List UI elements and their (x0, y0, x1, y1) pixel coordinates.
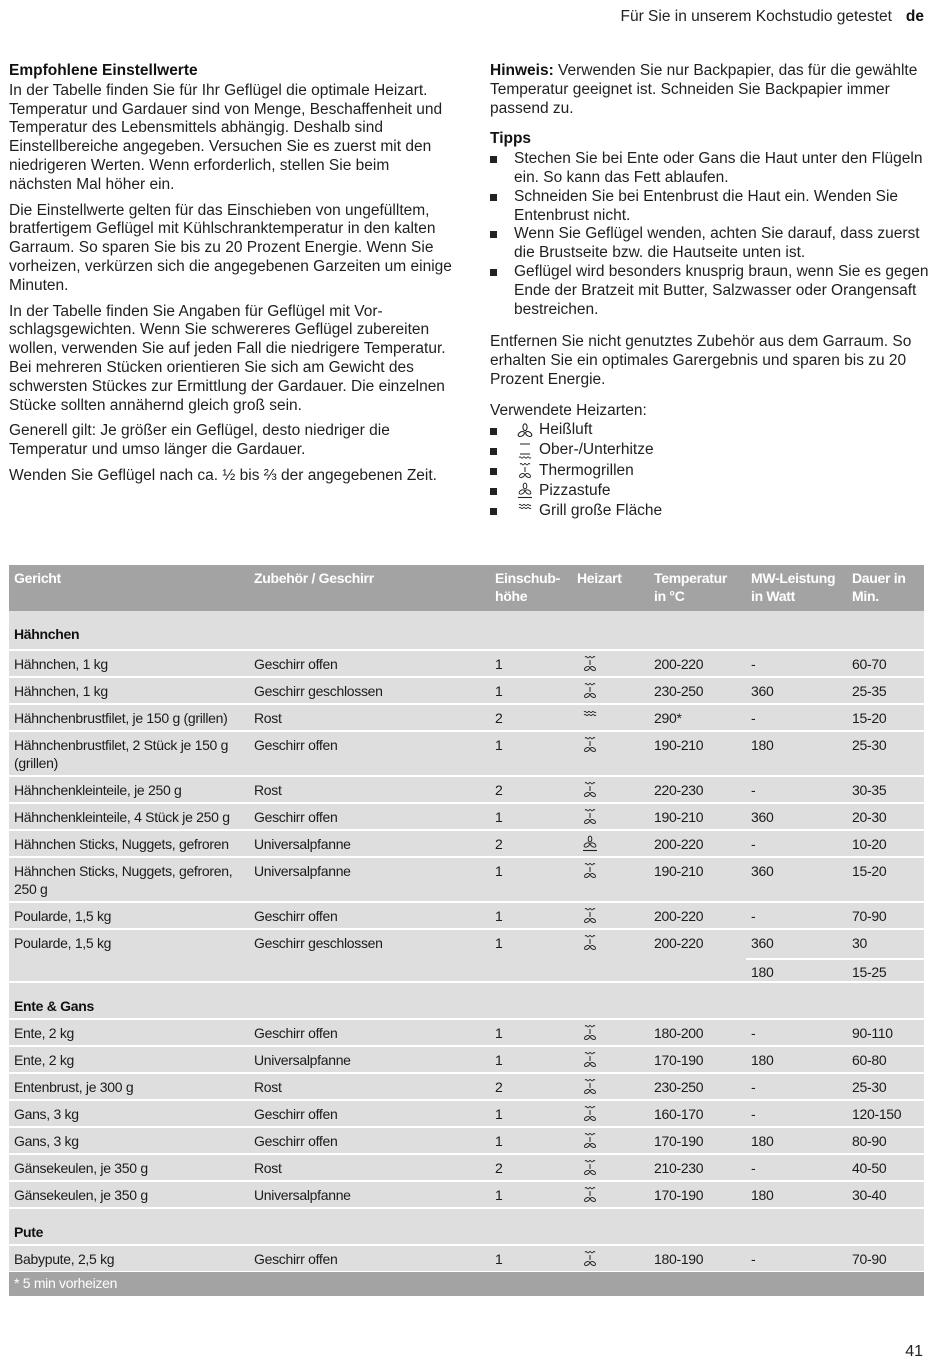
cell-heizart (572, 682, 649, 700)
cell-temperatur: 190-210 (654, 737, 704, 753)
table-row (9, 928, 924, 955)
hinweis-label: Hinweis: (490, 62, 554, 79)
cell-mw-leistung: 360 (751, 809, 774, 825)
table-row (9, 1180, 924, 1207)
cell-temperatur: 190-210 (654, 809, 704, 825)
cell-einschub: 2 (495, 710, 503, 726)
cell-gericht: Hähnchen Sticks, Nuggets, gefroren (14, 836, 229, 852)
table-row (9, 856, 924, 901)
cell-zubehoer: Rost (254, 710, 282, 726)
cell-dauer: 25-35 (852, 683, 887, 699)
group-title: Pute (14, 1224, 44, 1240)
table-sub-row (9, 955, 924, 981)
header-heizart: Heizart (577, 570, 622, 586)
cell-einschub: 1 (495, 908, 503, 924)
cell-temperatur: 200-220 (654, 836, 704, 852)
cell-dauer: 90-110 (852, 1025, 893, 1041)
cell-dauer: 30-40 (852, 1187, 887, 1203)
table-row (9, 1126, 924, 1153)
cell-einschub: 1 (495, 737, 503, 753)
cell-temperatur: 170-190 (654, 1052, 704, 1068)
cell-temperatur: 170-190 (654, 1187, 704, 1203)
convection-grill-icon (579, 808, 601, 826)
header-temperatur: Temperatur in °C (654, 570, 727, 604)
cell-mw-leistung: 180 (751, 1052, 774, 1068)
convection-grill-icon (579, 736, 601, 754)
cell-zubehoer: Geschirr offen (254, 1251, 338, 1267)
cell-zubehoer: Geschirr offen (254, 1025, 338, 1041)
cell-zubehoer: Geschirr offen (254, 1133, 338, 1149)
heizart-item-ober-unterhitze: Ober-/Unterhitze (490, 441, 930, 461)
cell-mw-leistung: - (751, 836, 756, 852)
cell-temperatur: 210-230 (654, 1160, 704, 1176)
cell-mw-leistung: 180 (751, 737, 774, 753)
cell-temperatur: 200-220 (654, 935, 704, 951)
header-dauer: Dauer in Min. (852, 570, 906, 604)
table-row (9, 1045, 924, 1072)
cell-mw-leistung: - (751, 1160, 756, 1176)
table-row (9, 676, 924, 703)
cell-einschub: 2 (495, 1160, 503, 1176)
table-row (9, 730, 924, 775)
cell-mw-leistung: - (751, 782, 756, 798)
convection-grill-icon (579, 1132, 601, 1150)
cell-einschub: 2 (495, 836, 503, 852)
cell-dauer: 30 (852, 935, 867, 951)
convection-grill-icon (579, 1105, 601, 1123)
cell-heizart (572, 1186, 649, 1204)
fan-icon (514, 422, 536, 440)
cell-dauer: 15-20 (852, 863, 887, 879)
full-grill-icon (579, 709, 601, 727)
cell-gericht: Hähnchenkleinteile, je 250 g (14, 782, 182, 798)
section-heading: Empfohlene Einstellwerte (9, 62, 198, 79)
cell-dauer: 40-50 (852, 1160, 887, 1176)
convection-grill-icon (579, 781, 601, 799)
heizarten-list (490, 421, 930, 522)
paragraph-intro: In der Tabelle finden Sie für Ihr Geflügel die optimale Heizart. Temperatur und Gardauer sind von Menge, Beschaffenheit und Temperatur des Lebensmittels abhängig. Deshalb sind Einstellbereiche angegeben. Versuchen Sie es zuerst mit den niedrigeren Werten. Wenn erforderlich, stellen Sie beim nächsten Mal höher ein. (9, 81, 443, 193)
group-row (9, 611, 924, 649)
hinweis-text: Verwenden Sie nur Backpapier, das für die gewählte Temperatur geeignet ist. Schneiden Sie Backpapier immer passend zu. (490, 62, 918, 117)
cell-zubehoer: Universalpfanne (254, 836, 351, 852)
cell-heizart (572, 736, 649, 772)
cell-heizart (572, 808, 649, 826)
cell-mw-leistung: - (751, 656, 756, 672)
cell-dauer: 20-30 (852, 809, 887, 825)
cell-temperatur: 190-210 (654, 863, 704, 879)
cell-mw-leistung: 360 (751, 935, 774, 951)
cell-zubehoer: Rost (254, 1079, 282, 1095)
cell-heizart (572, 862, 649, 898)
convection-grill-icon (579, 682, 601, 700)
cell-einschub: 1 (495, 1052, 503, 1068)
table-row (9, 703, 924, 730)
group-row (9, 1207, 924, 1244)
cell-gericht: Poularde, 1,5 kg (14, 908, 112, 924)
cell-zubehoer: Rost (254, 782, 282, 798)
right-column (490, 62, 930, 521)
cell-heizart (572, 1250, 649, 1268)
cell-zubehoer: Universalpfanne (254, 863, 351, 879)
paragraph-weights: In der Tabelle finden Sie Angaben für Geflügel mit Vorschlagsgewichten. Wenn Sie schwereres Geflügel zubereiten wollen, verwenden Sie auf jeden Fall die niedrigere Temperatur. Bei mehreren Stücken orientieren Sie sich am Gewicht des schwersten Stückes zur Ermittlung der Gardauer. Die einzelnen Stücke sollten annähernd gleich groß sein. (9, 302, 446, 414)
cell-dauer: 30-35 (852, 782, 887, 798)
cell-zubehoer: Universalpfanne (254, 1052, 351, 1068)
table-row (9, 1099, 924, 1126)
cell-einschub: 1 (495, 809, 503, 825)
table-row (9, 1072, 924, 1099)
table-row (9, 1018, 924, 1045)
cell-gericht: Gänsekeulen, je 350 g (14, 1160, 148, 1176)
cell-mw-leistung: 180 (751, 1187, 774, 1203)
group-title: Hähnchen (14, 626, 80, 642)
header-zubehoer: Zubehör / Geschirr (254, 570, 374, 586)
cell-zubehoer: Geschirr offen (254, 656, 338, 672)
convection-grill-icon (579, 907, 601, 925)
pizza-setting-icon (514, 482, 536, 500)
cell-gericht: Hähnchenkleinteile, 4 Stück je 250 g (14, 809, 230, 825)
header-einschub: Einschub- höhe (495, 570, 560, 604)
cell-gericht: Ente, 2 kg (14, 1052, 75, 1068)
cell-einschub: 2 (495, 782, 503, 798)
cell-heizart (572, 934, 649, 952)
cell-gericht: Hähnchenbrustfilet, je 150 g (grillen) (14, 710, 228, 726)
table-row (9, 775, 924, 802)
convection-grill-icon (579, 1186, 601, 1204)
cell-dauer: 120-150 (852, 1106, 902, 1122)
cell-heizart (572, 1078, 649, 1096)
cell-temperatur: 230-250 (654, 1079, 704, 1095)
cell-gericht: Hähnchen, 1 kg (14, 656, 108, 672)
cell-dauer: 10-20 (852, 836, 887, 852)
cell-temperatur: 180-190 (654, 1251, 704, 1267)
cell-zubehoer: Geschirr offen (254, 908, 338, 924)
cell-mw-leistung: - (751, 1025, 756, 1041)
cell-dauer: 80-90 (852, 1133, 887, 1149)
cell-zubehoer: Rost (254, 1160, 282, 1176)
cell-gericht: Ente, 2 kg (14, 1025, 75, 1041)
cell-temperatur: 290* (654, 710, 682, 726)
group-title: Ente & Gans (14, 998, 94, 1014)
cell-temperatur: 200-220 (654, 656, 704, 672)
cell-mw-leistung: - (751, 710, 756, 726)
cell-temperatur: 180-200 (654, 1025, 704, 1041)
cell-temperatur: 230-250 (654, 683, 704, 699)
convection-grill-icon (579, 1024, 601, 1042)
table-row (9, 901, 924, 928)
tips-list (490, 150, 930, 319)
hinweis-note (490, 62, 930, 118)
cell-gericht: Hähnchenbrustfilet, 2 Stück je 150 g (grillen) (14, 737, 229, 771)
cell-dauer: 15-25 (852, 964, 887, 980)
tip-item: Geflügel wird besonders knusprig braun, wenn Sie es gegen Ende der Bratzeit mit Butter, Salzwasser oder Orangensaft bestreichen. (490, 263, 930, 319)
cell-mw-leistung: - (751, 1251, 756, 1267)
cell-mw-leistung: - (751, 1106, 756, 1122)
cell-gericht: Gans, 3 kg (14, 1106, 79, 1122)
cell-heizart (572, 1024, 649, 1042)
cell-mw-leistung: - (751, 1079, 756, 1095)
accessories-paragraph: Entfernen Sie nicht genutztes Zubehör aus dem Garraum. So erhalten Sie ein optimales Garergebnis und sparen bis zu 20 Prozent Energie. (490, 333, 912, 388)
cell-heizart (572, 1051, 649, 1069)
heizart-item-pizzastufe: Pizzastufe (490, 481, 930, 501)
cell-einschub: 1 (495, 863, 503, 879)
cell-mw-leistung: 180 (751, 964, 774, 980)
cell-heizart (572, 1105, 649, 1123)
table-row (9, 649, 924, 676)
table-header (9, 565, 924, 611)
top-bottom-heat-icon (514, 442, 536, 460)
cell-zubehoer: Geschirr geschlossen (254, 683, 383, 699)
cell-einschub: 1 (495, 1133, 503, 1149)
cell-heizart (572, 655, 649, 673)
cell-einschub: 1 (495, 656, 503, 672)
cell-zubehoer: Geschirr offen (254, 737, 338, 753)
cell-gericht: Hähnchen Sticks, Nuggets, gefroren, 250 g (14, 863, 233, 897)
convection-grill-icon (579, 1250, 601, 1268)
settings-table (9, 565, 924, 1296)
header-title: Für Sie in unserem Kochstudio getestet (620, 8, 892, 25)
cell-heizart (572, 1159, 649, 1177)
cell-einschub: 1 (495, 1025, 503, 1041)
table-row (9, 1153, 924, 1180)
cell-gericht: Gans, 3 kg (14, 1133, 79, 1149)
cell-gericht: Babypute, 2,5 kg (14, 1251, 115, 1267)
cell-heizart (572, 907, 649, 925)
full-grill-icon (514, 502, 536, 520)
tip-item: Schneiden Sie bei Entenbrust die Haut ein. Wenden Sie Entenbrust nicht. (490, 188, 930, 226)
cell-einschub: 1 (495, 935, 503, 951)
cell-mw-leistung: 360 (751, 683, 774, 699)
cell-temperatur: 170-190 (654, 1133, 704, 1149)
table-row (9, 1244, 924, 1271)
cell-heizart (572, 835, 649, 853)
cell-zubehoer: Geschirr geschlossen (254, 935, 383, 951)
convection-grill-icon (579, 1159, 601, 1177)
header-mw-leistung: MW-Leistung in Watt (751, 570, 836, 604)
cell-dauer: 25-30 (852, 1079, 887, 1095)
group-row (9, 981, 924, 1018)
cell-zubehoer: Geschirr offen (254, 809, 338, 825)
heizart-item-thermogrillen: Thermogrillen (490, 461, 930, 481)
paragraph-turn: Wenden Sie Geflügel nach ca. ½ bis ⅔ der angegebenen Zeit. (9, 466, 437, 484)
paragraph-settings: Die Einstellwerte gelten für das Einschieben von ungefülltem, bratfertigem Geflügel mit Kühlschranktemperatur in den kalten Garraum. So sparen Sie bis zu 20 Prozent Energie. Wenn Sie vorheizen, verkürzen sich die angegebenen Garzeiten um einige Minuten. (9, 201, 452, 294)
paragraph-general-rule: Generell gilt: Je größer ein Geflügel, desto niedriger die Temperatur und umso länger die Gardauer. (9, 422, 390, 459)
tip-item: Wenn Sie Geflügel wenden, achten Sie darauf, dass zuerst die Brustseite bzw. die Hautseite unten ist. (490, 225, 930, 263)
cell-einschub: 2 (495, 1079, 503, 1095)
heizart-item-grill-flaeche: Grill große Fläche (490, 501, 930, 521)
cell-temperatur: 200-220 (654, 908, 704, 924)
table-footnote: * 5 min vorheizen (9, 1271, 924, 1296)
cell-zubehoer: Universalpfanne (254, 1187, 351, 1203)
cell-zubehoer: Geschirr offen (254, 1106, 338, 1122)
cell-einschub: 1 (495, 1187, 503, 1203)
cell-dauer: 60-70 (852, 656, 887, 672)
cell-gericht: Poularde, 1,5 kg (14, 935, 112, 951)
tip-item: Stechen Sie bei Ente oder Gans die Haut unter den Flügeln ein. So kann das Fett ablaufen. (490, 150, 930, 188)
cell-dauer: 60-80 (852, 1052, 887, 1068)
cell-einschub: 1 (495, 1251, 503, 1267)
language-code: de (905, 8, 924, 25)
convection-grill-icon (579, 1078, 601, 1096)
convection-grill-icon (579, 862, 601, 880)
cell-mw-leistung: 360 (751, 863, 774, 879)
table-row (9, 829, 924, 856)
cell-heizart (572, 709, 649, 727)
header-gericht: Gericht (14, 570, 61, 586)
convection-grill-icon (579, 655, 601, 673)
cell-einschub: 1 (495, 1106, 503, 1122)
heizarten-heading: Verwendete Heizarten: (490, 401, 647, 419)
page-header (621, 8, 925, 26)
cell-dauer: 70-90 (852, 1251, 887, 1267)
cell-dauer: 70-90 (852, 908, 887, 924)
convection-grill-icon (579, 1051, 601, 1069)
table-row (9, 802, 924, 829)
cell-temperatur: 160-170 (654, 1106, 704, 1122)
cell-dauer: 15-20 (852, 710, 887, 726)
pizza-setting-icon (579, 835, 601, 853)
convection-grill-icon (579, 934, 601, 952)
cell-heizart (572, 1132, 649, 1150)
cell-mw-leistung: - (751, 908, 756, 924)
page-number: 41 (905, 1343, 923, 1360)
cell-einschub: 1 (495, 683, 503, 699)
cell-gericht: Gänsekeulen, je 350 g (14, 1187, 148, 1203)
cell-heizart (572, 781, 649, 799)
cell-gericht: Hähnchen, 1 kg (14, 683, 108, 699)
tips-heading: Tipps (490, 130, 532, 148)
cell-gericht: Entenbrust, je 300 g (14, 1079, 134, 1095)
convection-grill-icon (514, 462, 536, 480)
heizart-item-heissluft: Heißluft (490, 421, 930, 441)
left-column (9, 62, 454, 493)
table-body (9, 611, 924, 1271)
cell-dauer: 25-30 (852, 737, 887, 753)
cell-temperatur: 220-230 (654, 782, 704, 798)
cell-mw-leistung: 180 (751, 1133, 774, 1149)
